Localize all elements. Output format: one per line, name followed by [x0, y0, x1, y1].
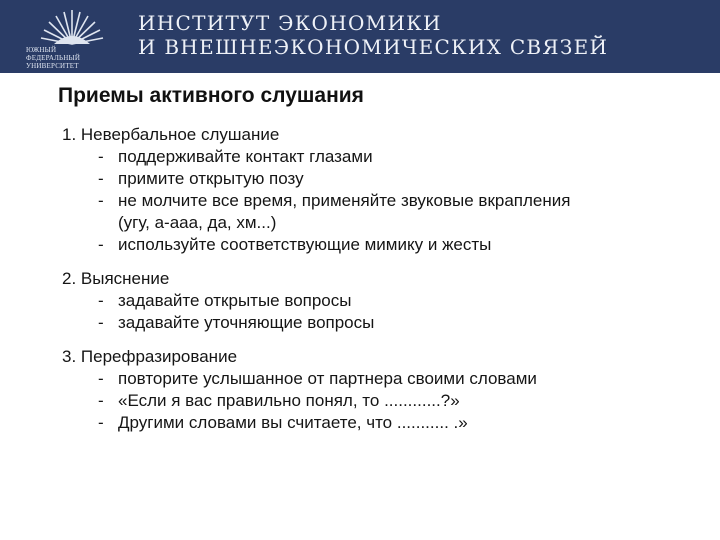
dash-bullet-icon: -	[98, 413, 104, 432]
dash-bullet-icon: -	[98, 235, 104, 254]
list-item-text: Другими словами вы считаете, что ........... .»	[118, 413, 468, 432]
list-item-text: «Если я вас правильно понял, то ............?»	[118, 391, 460, 410]
list-item	[62, 234, 682, 256]
list-item-text: задавайте уточняющие вопросы	[118, 313, 375, 332]
list-item-text: примите открытую позу	[118, 169, 304, 188]
institute-name	[138, 11, 608, 59]
list-item-text: поддерживайте контакт глазами	[118, 147, 373, 166]
dash-bullet-icon: -	[98, 191, 104, 210]
section-heading: 2. Выяснение	[62, 269, 170, 288]
list-item	[62, 368, 682, 390]
slide-title: Приемы активного слушания	[58, 84, 364, 107]
logo-line: УНИВЕРСИТЕТ	[26, 62, 79, 70]
university-logo	[26, 6, 118, 68]
institute-line-1: ИНСТИТУТ ЭКОНОМИКИ	[138, 11, 442, 35]
logo-line: ФЕДЕРАЛЬНЫЙ	[26, 54, 81, 62]
dash-bullet-icon: -	[98, 147, 104, 166]
list-item	[62, 190, 682, 234]
list-item	[62, 412, 682, 434]
institute-line-2: И ВНЕШНЕЭКОНОМИЧЕСКИХ СВЯЗЕЙ	[138, 35, 609, 59]
list-item	[62, 390, 682, 412]
dash-bullet-icon: -	[98, 169, 104, 188]
logo-line: ЮЖНЫЙ	[26, 46, 57, 54]
list-item-text: не молчите все время, применяйте звуковые вкрапления (угу, а-ааа, да, хм...)	[118, 191, 571, 232]
list-item	[62, 312, 682, 334]
section-nonverbal	[62, 124, 682, 256]
dash-bullet-icon: -	[98, 391, 104, 410]
section-heading: 1. Невербальное слушание	[62, 125, 280, 144]
list-item-text: повторите услышанное от партнера своими словами	[118, 369, 537, 388]
dash-bullet-icon: -	[98, 291, 104, 310]
list-item-text: задавайте открытые вопросы	[118, 291, 352, 310]
bullet-list	[62, 146, 682, 256]
section-paraphrasing	[62, 346, 682, 434]
section-heading: 3. Перефразирование	[62, 347, 238, 366]
list-item	[62, 290, 682, 312]
slide-content	[62, 124, 682, 446]
list-item-text: используйте соответствующие мимику и жесты	[118, 235, 492, 254]
sunburst-logo-icon	[36, 6, 108, 46]
header-bar	[0, 0, 720, 73]
dash-bullet-icon: -	[98, 313, 104, 332]
bullet-list	[62, 368, 682, 434]
logo-caption	[26, 46, 118, 70]
list-item	[62, 146, 682, 168]
bullet-list	[62, 290, 682, 334]
dash-bullet-icon: -	[98, 369, 104, 388]
list-item	[62, 168, 682, 190]
section-clarification	[62, 268, 682, 334]
